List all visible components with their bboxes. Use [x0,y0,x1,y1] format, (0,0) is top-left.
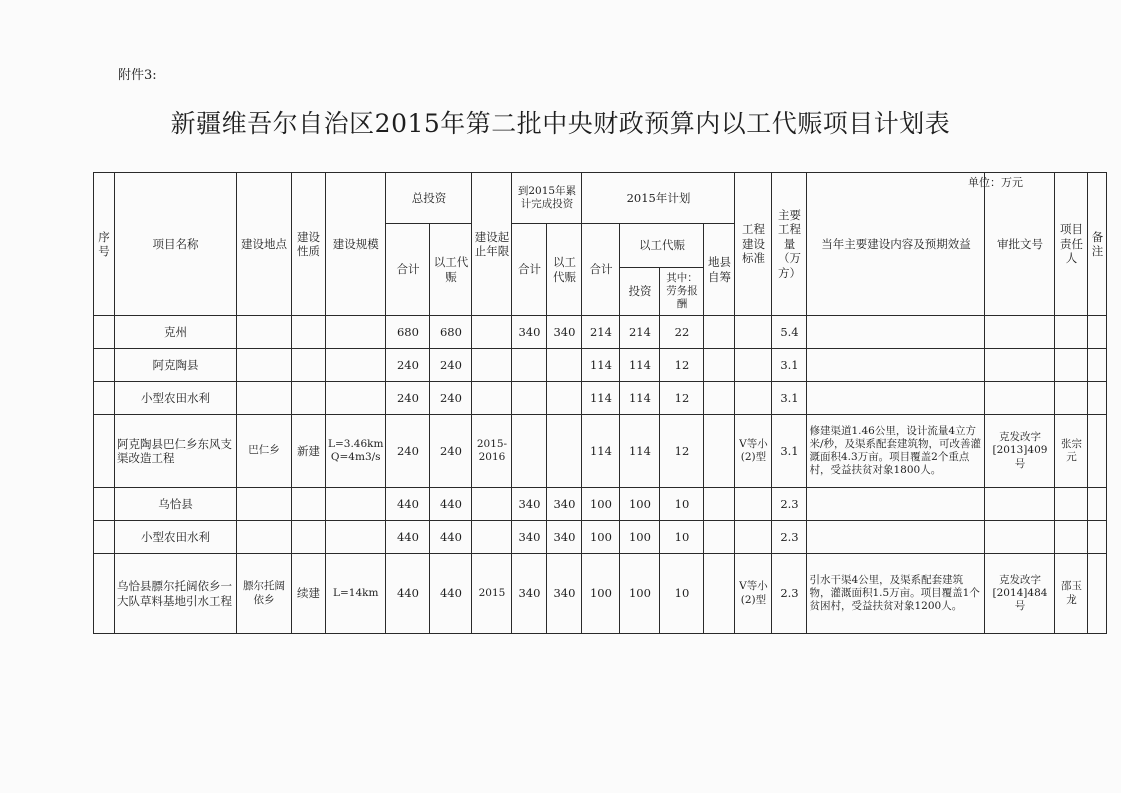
row-period [472,382,512,415]
row-project-name: 克州 [115,316,237,349]
row-manager [1055,316,1088,349]
row-total-sum: 240 [386,415,430,488]
row-approval [985,382,1055,415]
row-content [807,521,985,554]
header-plan-ygdz: 以工代赈 [620,224,704,268]
row-nature [292,521,326,554]
row-approval: 克发改字[2013]409号 [985,415,1055,488]
row-content [807,316,985,349]
row-location [237,488,292,521]
row-cum-ygdz [547,382,582,415]
row-nature [292,382,326,415]
table-row [94,382,1107,415]
row-manager [1055,488,1088,521]
row-period [472,316,512,349]
row-total-sum: 240 [386,382,430,415]
row-cum-sum [512,349,547,382]
row-scale: L=14km [326,554,386,634]
project-plan-table [93,172,1107,634]
row-approval [985,349,1055,382]
row-approval [985,488,1055,521]
row-local [704,382,735,415]
table-row [94,415,1107,488]
row-workload: 3.1 [772,382,807,415]
row-cum-ygdz: 340 [547,316,582,349]
row-cum-sum: 340 [512,488,547,521]
row-total-sum: 240 [386,349,430,382]
row-total-ygdz: 680 [430,316,472,349]
row-cum-sum [512,415,547,488]
row-seq [94,382,115,415]
header-cum-sum: 合计 [512,224,547,316]
row-seq [94,349,115,382]
row-content [807,488,985,521]
row-plan-sum: 114 [582,349,620,382]
row-content [807,382,985,415]
row-remark [1088,349,1107,382]
header-standard: 工程建设标准 [735,173,772,316]
row-cum-sum: 340 [512,521,547,554]
row-approval: 克发改字[2014]484号 [985,554,1055,634]
row-workload: 3.1 [772,349,807,382]
row-cum-sum: 340 [512,554,547,634]
row-cum-ygdz [547,349,582,382]
row-plan-investment: 214 [620,316,660,349]
row-scale [326,349,386,382]
annex-label: 附件3: [118,68,157,83]
row-period [472,521,512,554]
header-seq: 序号 [94,173,115,316]
row-scale [326,521,386,554]
row-location: 巴仁乡 [237,415,292,488]
row-location: 膘尔托阔依乡 [237,554,292,634]
row-period [472,488,512,521]
row-plan-labor: 22 [660,316,704,349]
row-cum-sum: 340 [512,316,547,349]
row-nature: 续建 [292,554,326,634]
row-local [704,316,735,349]
row-total-ygdz: 440 [430,521,472,554]
row-standard [735,349,772,382]
row-local [704,521,735,554]
row-plan-sum: 114 [582,415,620,488]
row-location [237,382,292,415]
row-plan-investment: 100 [620,488,660,521]
row-plan-investment: 114 [620,382,660,415]
header-cumulative: 到2015年累计完成投资 [512,173,582,224]
row-nature [292,316,326,349]
row-total-sum: 440 [386,488,430,521]
row-plan-sum: 100 [582,488,620,521]
header-period: 建设起止年限 [472,173,512,316]
row-total-ygdz: 440 [430,554,472,634]
row-plan-investment: 100 [620,554,660,634]
row-nature: 新建 [292,415,326,488]
header-local: 地县自筹 [704,224,735,316]
row-workload: 2.3 [772,521,807,554]
header-name: 项目名称 [115,173,237,316]
row-project-name: 阿克陶县巴仁乡东风支渠改造工程 [115,415,237,488]
row-workload: 3.1 [772,415,807,488]
row-scale [326,488,386,521]
row-manager [1055,521,1088,554]
unit-label: 单位：万元 [968,176,1023,189]
row-plan-investment: 100 [620,521,660,554]
header-approval: 审批文号 [985,173,1055,316]
row-total-ygdz: 440 [430,488,472,521]
row-total-sum: 680 [386,316,430,349]
row-location [237,521,292,554]
table-row [94,554,1107,634]
row-content: 引水干渠4公里，及渠系配套建筑物，灌溉面积1.5万亩。项目覆盖1个贫困村，受益扶贫对象1200人。 [807,554,985,634]
row-cum-ygdz: 340 [547,554,582,634]
row-project-name: 乌恰县 [115,488,237,521]
row-plan-labor: 12 [660,382,704,415]
row-plan-sum: 100 [582,554,620,634]
row-remark [1088,316,1107,349]
row-location [237,316,292,349]
header-plan-sum: 合计 [582,224,620,316]
document-title: 新疆维吾尔自治区2015年第二批中央财政预算内以工代赈项目计划表 [170,109,951,138]
row-seq [94,316,115,349]
row-seq [94,521,115,554]
row-remark [1088,415,1107,488]
header-total-ygdz: 以工代赈 [430,224,472,316]
row-local [704,349,735,382]
row-scale [326,316,386,349]
row-nature [292,488,326,521]
table-row [94,349,1107,382]
header-total-sum: 合计 [386,224,430,316]
header-cum-ygdz: 以工代赈 [547,224,582,316]
row-standard: V等小(2)型 [735,554,772,634]
row-cum-sum [512,382,547,415]
header-content: 当年主要建设内容及预期效益 [807,173,985,316]
row-workload: 5.4 [772,316,807,349]
row-plan-investment: 114 [620,349,660,382]
header-total-investment: 总投资 [386,173,472,224]
row-local [704,488,735,521]
row-workload: 2.3 [772,488,807,521]
row-period: 2015-2016 [472,415,512,488]
header-nature: 建设性质 [292,173,326,316]
row-plan-labor: 10 [660,488,704,521]
table-row [94,521,1107,554]
row-remark [1088,488,1107,521]
header-workload: 主要工程量（万方） [772,173,807,316]
table-row [94,316,1107,349]
row-total-ygdz: 240 [430,382,472,415]
row-standard: V等小(2)型 [735,415,772,488]
row-project-name: 乌恰县膘尔托阔依乡一大队草料基地引水工程 [115,554,237,634]
row-manager [1055,382,1088,415]
row-plan-labor: 12 [660,415,704,488]
row-seq [94,415,115,488]
row-cum-ygdz: 340 [547,488,582,521]
row-plan-sum: 214 [582,316,620,349]
row-project-name: 阿克陶县 [115,349,237,382]
row-total-sum: 440 [386,554,430,634]
row-local [704,554,735,634]
row-manager: 邵玉龙 [1055,554,1088,634]
header-remark: 备注 [1088,173,1107,316]
row-location [237,349,292,382]
row-cum-ygdz: 340 [547,521,582,554]
row-standard [735,382,772,415]
row-local [704,415,735,488]
row-plan-labor: 10 [660,521,704,554]
row-plan-sum: 114 [582,382,620,415]
row-scale: L=3.46km Q=4m3/s [326,415,386,488]
row-nature [292,349,326,382]
table-body [94,316,1107,634]
header-2015-plan: 2015年计划 [582,173,735,224]
table-row [94,488,1107,521]
row-project-name: 小型农田水利 [115,382,237,415]
row-approval [985,316,1055,349]
row-standard [735,521,772,554]
row-standard [735,488,772,521]
row-plan-labor: 10 [660,554,704,634]
row-plan-investment: 114 [620,415,660,488]
row-scale [326,382,386,415]
header-plan-labor: 其中：劳务报酬 [660,268,704,316]
row-period: 2015 [472,554,512,634]
row-seq [94,488,115,521]
row-remark [1088,554,1107,634]
row-plan-labor: 12 [660,349,704,382]
row-standard [735,316,772,349]
row-total-sum: 440 [386,521,430,554]
row-total-ygdz: 240 [430,415,472,488]
row-remark [1088,521,1107,554]
row-project-name: 小型农田水利 [115,521,237,554]
row-content [807,349,985,382]
row-workload: 2.3 [772,554,807,634]
row-plan-sum: 100 [582,521,620,554]
header-manager: 项目责任人 [1055,173,1088,316]
row-approval [985,521,1055,554]
row-manager [1055,349,1088,382]
header-plan-investment: 投资 [620,268,660,316]
row-content: 修建渠道1.46公里，设计流量4立方米/秒，及渠系配套建筑物，可改善灌溉面积4.3万亩。项目覆盖2个重点村，受益扶贫对象1800人。 [807,415,985,488]
row-total-ygdz: 240 [430,349,472,382]
row-seq [94,554,115,634]
row-period [472,349,512,382]
row-manager: 张宗元 [1055,415,1088,488]
row-cum-ygdz [547,415,582,488]
header-scale: 建设规模 [326,173,386,316]
row-remark [1088,382,1107,415]
header-location: 建设地点 [237,173,292,316]
